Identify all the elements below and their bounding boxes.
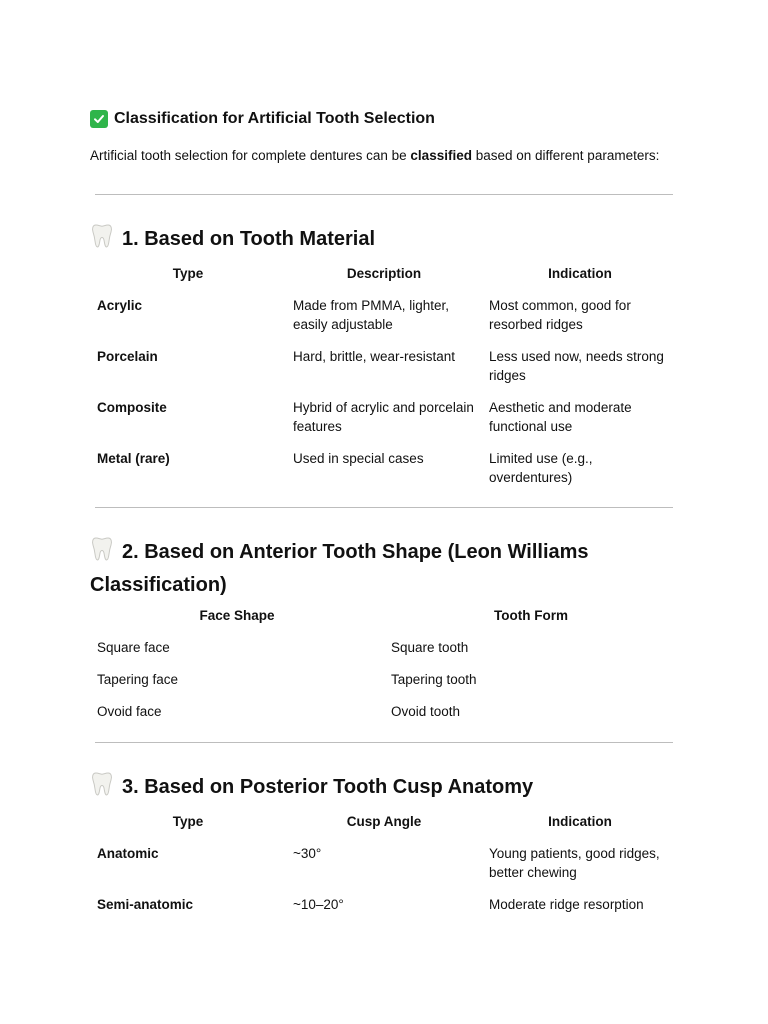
column-header: Face Shape [199,608,275,623]
table-cell: Used in special cases [293,451,424,466]
column-header: Tooth Form [494,608,568,623]
section-title-text: 3. Based on Posterior Tooth Cusp Anatomy [122,776,534,798]
divider [95,742,673,743]
table-cell: Ovoid face [97,704,162,719]
intro-bold-text: classified [410,148,472,163]
table-cell: Composite [97,400,167,415]
document-title: Classification for Artificial Tooth Selection [114,110,435,127]
table-row [90,695,678,727]
column-header: Type [172,814,204,829]
table-cell: Square tooth [391,640,469,655]
table-cell: Less used now, needs strong ridges [489,349,664,383]
table-cell: Aesthetic and moderate functional use [489,400,632,434]
document-title-row [90,110,435,128]
table-header-row [90,602,678,631]
section-heading [90,771,680,806]
table-row [90,888,678,920]
column-header: Indication [548,266,612,281]
posterior-cusp-anatomy-table [90,808,678,920]
column-header: Description [346,266,422,281]
table-cell: Semi-anatomic [97,897,194,912]
table-cell: Porcelain [97,349,158,364]
table-cell: Tapering face [97,672,179,687]
intro-paragraph [90,148,659,163]
table-cell: Hard, brittle, wear-resistant [293,349,456,364]
intro-text-end: based on different parameters: [471,148,660,163]
table-row [90,391,678,442]
tooth-icon [90,223,114,258]
check-mark-icon [90,110,108,128]
divider [95,194,673,195]
table-header-row [90,260,678,289]
intro-text: Artificial tooth selection for complete dentures can be [90,148,411,163]
column-header: Cusp Angle [346,814,422,829]
table-cell: Metal (rare) [97,451,170,466]
tooth-icon [90,536,114,571]
tooth-material-table [90,260,678,493]
table-row [90,442,678,493]
table-cell: Ovoid tooth [391,704,461,719]
section-heading [90,223,680,258]
section-heading [90,536,680,600]
table-cell: Hybrid of acrylic and porcelain features [293,400,474,434]
table-cell: Moderate ridge resorption [489,897,644,912]
table-row [90,340,678,391]
table-header-row [90,808,678,837]
table-cell: Anatomic [97,846,159,861]
table-cell: Square face [97,640,170,655]
section-title-text: 1. Based on Tooth Material [122,228,375,250]
divider [95,507,673,508]
column-header: Type [172,266,204,281]
table-row [90,837,678,888]
column-header: Indication [548,814,612,829]
table-row [90,289,678,340]
table-cell: ~10–20° [293,897,344,912]
table-cell: Made from PMMA, lighter, easily adjustable [293,298,450,332]
table-row [90,663,678,695]
table-cell: Most common, good for resorbed ridges [489,298,631,332]
section-title-text: 2. Based on Anterior Tooth Shape (Leon Williams Classification) [90,541,589,596]
tooth-icon [90,771,114,806]
table-cell: Tapering tooth [391,672,477,687]
table-cell: Young patients, good ridges, better chewing [489,846,660,880]
table-cell: Acrylic [97,298,143,313]
table-cell: Limited use (e.g., overdentures) [489,451,593,485]
table-cell: ~30° [293,846,322,861]
table-row [90,631,678,663]
anterior-tooth-shape-table [90,602,678,727]
